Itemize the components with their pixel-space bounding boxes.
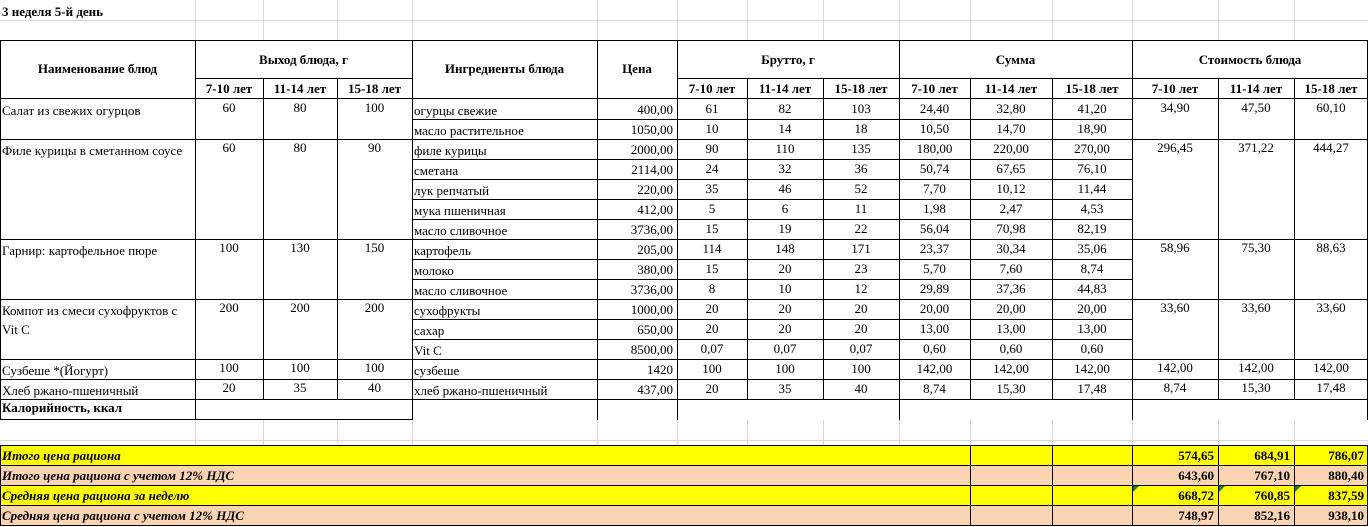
ingredient-brutto[interactable]: 18 xyxy=(854,121,868,136)
gridline xyxy=(1294,420,1295,445)
ingredient-name[interactable]: мука пшеничная xyxy=(414,203,506,218)
dish-cost[interactable]: 15,30 xyxy=(1241,380,1271,395)
ingredient-brutto[interactable]: 12 xyxy=(854,281,868,296)
ingredient-sum[interactable]: 32,80 xyxy=(996,101,1026,116)
grid-border xyxy=(597,40,598,420)
ingredient-brutto[interactable]: 100 xyxy=(851,361,871,376)
totals-label[interactable]: Итого цена рациона xyxy=(2,448,121,463)
header-ingredients[interactable]: Ингредиенты блюда xyxy=(444,61,565,76)
grid-border xyxy=(412,359,1132,360)
ingredient-sum[interactable]: 17,48 xyxy=(1077,381,1107,396)
gridline xyxy=(899,420,900,445)
ingredient-sum[interactable]: 4,53 xyxy=(1080,201,1104,216)
grid-border xyxy=(0,419,412,420)
ingredient-brutto[interactable]: 10 xyxy=(705,121,719,136)
totals-value[interactable]: 837,59 xyxy=(1328,488,1364,503)
header-output-age-2[interactable]: 11-14 лет xyxy=(273,81,327,96)
grid-border xyxy=(412,219,1132,220)
ingredient-brutto[interactable]: 5 xyxy=(708,201,716,216)
ingredient-brutto[interactable]: 52 xyxy=(854,181,868,196)
grid-border xyxy=(412,40,413,420)
header-dish-name[interactable]: Наименование блюд xyxy=(37,61,158,76)
sheet-title[interactable]: 3 неделя 5-й день xyxy=(2,4,104,19)
dish-output[interactable]: 150 xyxy=(364,240,385,255)
grid-border xyxy=(412,139,1132,140)
ingredient-price[interactable]: 205,00 xyxy=(637,242,673,257)
ingredient-sum[interactable]: 70,98 xyxy=(996,221,1026,236)
ingredient-brutto[interactable]: 82 xyxy=(778,101,792,116)
ingredient-price[interactable]: 380,00 xyxy=(637,262,673,277)
dish-output[interactable]: 80 xyxy=(293,100,307,115)
grid-border xyxy=(1132,139,1368,140)
grid-border xyxy=(1132,379,1368,380)
dish-cost[interactable]: 444,27 xyxy=(1313,140,1349,155)
ingredient-brutto[interactable]: 40 xyxy=(854,381,868,396)
header-output-age-3[interactable]: 15-18 лет xyxy=(347,81,402,96)
ingredient-sum[interactable]: 14,70 xyxy=(996,121,1026,136)
dish-cost[interactable]: 60,10 xyxy=(1316,100,1346,115)
ingredient-name[interactable]: картофель xyxy=(414,243,471,258)
ingredient-price[interactable]: 2000,00 xyxy=(630,142,673,157)
ingredient-brutto[interactable]: 114 xyxy=(702,241,722,256)
grid-border xyxy=(1132,359,1368,360)
dish-output[interactable]: 35 xyxy=(293,380,307,395)
ingredient-name[interactable]: Vit C xyxy=(414,343,442,358)
ingredient-sum[interactable]: 142,00 xyxy=(916,361,953,376)
grid-border xyxy=(0,485,1368,486)
header-sum-age-2[interactable]: 11-14 лет xyxy=(984,81,1038,96)
totals-value[interactable]: 748,97 xyxy=(1178,508,1214,523)
ingredient-sum[interactable]: 18,90 xyxy=(1077,121,1107,136)
header-brutto[interactable]: Брутто, г xyxy=(761,52,815,67)
ingredient-brutto[interactable]: 171 xyxy=(851,241,871,256)
ingredient-name[interactable]: хлеб ржано-пшеничный xyxy=(414,383,548,398)
header-sum[interactable]: Сумма xyxy=(995,52,1036,67)
gridline xyxy=(1132,420,1133,445)
ingredient-sum[interactable]: 20,00 xyxy=(996,301,1026,316)
ingredient-brutto[interactable]: 20 xyxy=(705,301,719,316)
header-cost-age-3[interactable]: 15-18 лет xyxy=(1304,81,1358,96)
ingredient-price[interactable]: 3736,00 xyxy=(630,222,673,237)
ingredient-brutto[interactable]: 20 xyxy=(854,301,868,316)
dish-cost[interactable]: 34,90 xyxy=(1160,100,1190,115)
grid-border xyxy=(195,40,196,420)
ingredient-brutto[interactable]: 0,07 xyxy=(773,341,797,356)
ingredient-brutto[interactable]: 15 xyxy=(705,221,719,236)
grid-border xyxy=(0,139,412,140)
grid-border xyxy=(412,319,1132,320)
ingredient-brutto[interactable]: 20 xyxy=(705,321,719,336)
ingredient-brutto[interactable]: 100 xyxy=(702,361,722,376)
dish-cost[interactable]: 371,22 xyxy=(1238,140,1274,155)
ingredient-sum[interactable]: 24,40 xyxy=(919,101,950,116)
ingredient-sum[interactable]: 20,00 xyxy=(919,301,950,316)
ingredient-price[interactable]: 650,00 xyxy=(637,322,673,337)
ingredient-brutto[interactable]: 0,07 xyxy=(700,341,724,356)
dish-cost[interactable]: 75,30 xyxy=(1241,240,1271,255)
ingredient-sum[interactable]: 10,50 xyxy=(919,121,950,136)
ingredient-brutto[interactable]: 6 xyxy=(781,201,789,216)
gridline xyxy=(1218,420,1219,445)
ingredient-sum[interactable]: 8,74 xyxy=(923,381,946,396)
ingredient-sum[interactable]: 29,89 xyxy=(919,281,950,296)
grid-border xyxy=(412,279,1132,280)
grid-border xyxy=(0,40,1,420)
totals-value[interactable]: 574,65 xyxy=(1178,448,1214,463)
grid-border xyxy=(1132,299,1368,300)
ingredient-sum[interactable]: 67,65 xyxy=(996,161,1026,176)
header-brutto-age-2[interactable]: 11-14 лет xyxy=(758,81,812,96)
ingredient-brutto[interactable]: 11 xyxy=(854,201,868,216)
dish-cost[interactable]: 33,60 xyxy=(1316,300,1346,315)
ingredient-brutto[interactable]: 90 xyxy=(705,141,719,156)
ingredient-brutto[interactable]: 20 xyxy=(854,321,868,336)
ingredient-name[interactable]: сузбеше xyxy=(414,363,460,378)
ingredient-sum[interactable]: 13,00 xyxy=(996,321,1026,336)
ingredient-sum[interactable]: 5,70 xyxy=(923,261,946,276)
ingredient-price[interactable]: 8500,00 xyxy=(630,342,673,357)
ingredient-sum[interactable]: 76,10 xyxy=(1077,161,1107,176)
ingredient-price[interactable]: 400,00 xyxy=(637,102,673,117)
ingredient-name[interactable]: лук репчатый xyxy=(414,183,490,198)
ingredient-sum[interactable]: 56,04 xyxy=(919,221,950,236)
ingredient-brutto[interactable]: 15 xyxy=(705,261,719,276)
dish-output[interactable]: 200 xyxy=(290,300,310,315)
grid-border xyxy=(1132,445,1133,525)
totals-value[interactable]: 938,10 xyxy=(1328,508,1364,523)
totals-value[interactable]: 668,72 xyxy=(1178,488,1214,503)
dish-output[interactable]: 60 xyxy=(222,140,236,155)
ingredient-brutto[interactable]: 103 xyxy=(851,101,871,116)
grid-border xyxy=(412,339,1132,340)
gridline xyxy=(263,420,264,445)
dish-output[interactable]: 200 xyxy=(364,300,385,315)
ingredient-sum[interactable]: 20,00 xyxy=(1077,301,1107,316)
dish-output[interactable]: 40 xyxy=(368,380,381,395)
ingredient-brutto[interactable]: 8 xyxy=(708,281,716,296)
grid-border xyxy=(1132,40,1133,420)
grid-border xyxy=(412,179,1132,180)
ingredient-sum[interactable]: 0,60 xyxy=(1080,341,1104,356)
header-brutto-age-3[interactable]: 15-18 лет xyxy=(834,81,888,96)
grid-border xyxy=(1132,399,1368,400)
gridline xyxy=(412,420,413,445)
ingredient-brutto[interactable]: 35 xyxy=(778,381,792,396)
dish-cost[interactable]: 33,60 xyxy=(1160,300,1190,315)
header-output-age-1[interactable]: 7-10 лет xyxy=(205,81,253,96)
ingredient-brutto[interactable]: 46 xyxy=(778,181,792,196)
gridline xyxy=(195,420,196,445)
ingredient-sum[interactable]: 1,98 xyxy=(923,201,946,216)
ingredient-price[interactable]: 220,00 xyxy=(637,182,673,197)
dish-output[interactable]: 100 xyxy=(219,240,239,255)
ingredient-sum[interactable]: 220,00 xyxy=(993,141,1029,156)
ingredient-brutto[interactable]: 0,07 xyxy=(849,341,873,356)
ingredient-sum[interactable]: 0,60 xyxy=(923,341,946,356)
dish-name[interactable]: Хлеб ржано-пшеничный xyxy=(2,383,139,398)
ingredient-brutto[interactable]: 14 xyxy=(778,121,792,136)
ingredient-sum[interactable]: 15,30 xyxy=(996,381,1026,396)
ingredient-brutto[interactable]: 22 xyxy=(854,221,868,236)
header-output[interactable]: Выход блюда, г xyxy=(259,52,348,67)
dish-cost[interactable]: 33,60 xyxy=(1241,300,1271,315)
totals-value[interactable]: 880,40 xyxy=(1328,468,1364,483)
gridline xyxy=(970,420,971,445)
ingredient-sum[interactable]: 7,60 xyxy=(999,261,1023,276)
dish-output[interactable]: 100 xyxy=(290,360,310,375)
ingredient-sum[interactable]: 13,00 xyxy=(1077,321,1107,336)
grid-border xyxy=(412,199,1132,200)
grid-border xyxy=(0,445,1368,446)
gridline xyxy=(597,420,598,445)
dish-name[interactable]: Филе курицы в сметанном соусе xyxy=(2,143,183,158)
totals-value[interactable]: 852,16 xyxy=(1254,508,1290,523)
ingredient-sum[interactable]: 35,06 xyxy=(1077,241,1107,256)
ingredient-brutto[interactable]: 20 xyxy=(778,261,792,276)
ingredient-brutto[interactable]: 148 xyxy=(775,241,795,256)
totals-label[interactable]: Средняя цена рациона за неделю xyxy=(2,488,190,503)
header-cost-age-2[interactable]: 11-14 лет xyxy=(1229,81,1283,96)
dish-cost[interactable]: 8,74 xyxy=(1163,380,1187,395)
dish-cost[interactable]: 17,48 xyxy=(1316,380,1346,395)
ingredient-price[interactable]: 1420 xyxy=(647,362,673,377)
header-cost[interactable]: Стоимость блюда xyxy=(1198,52,1302,67)
ingredient-brutto[interactable]: 100 xyxy=(775,361,795,376)
grid-border xyxy=(1218,445,1219,525)
ingredient-sum[interactable]: 2,47 xyxy=(999,201,1023,216)
dish-output[interactable]: 130 xyxy=(290,240,310,255)
ingredient-brutto[interactable]: 20 xyxy=(705,381,719,396)
header-sum-age-1[interactable]: 7-10 лет xyxy=(911,81,958,96)
ingredient-brutto[interactable]: 36 xyxy=(854,161,868,176)
ingredient-sum[interactable]: 44,83 xyxy=(1077,281,1107,296)
header-brutto-age-1[interactable]: 7-10 лет xyxy=(688,81,736,96)
dish-output[interactable]: 80 xyxy=(293,140,307,155)
ingredient-name[interactable]: сахар xyxy=(414,323,445,338)
ingredient-price[interactable]: 1000,00 xyxy=(630,302,673,317)
ingredient-name[interactable]: масло сливочное xyxy=(414,283,508,298)
header-sum-age-3[interactable]: 15-18 лет xyxy=(1065,81,1119,96)
grid-border xyxy=(412,159,1132,160)
ingredient-brutto[interactable]: 20 xyxy=(778,301,792,316)
calories-label[interactable]: Калорийность, ккал xyxy=(2,400,123,415)
dish-name[interactable]: Сузбеше *(Йогурт) xyxy=(2,363,109,378)
ingredient-brutto[interactable]: 23 xyxy=(854,261,868,276)
grid-border xyxy=(0,379,412,380)
totals-value[interactable]: 760,85 xyxy=(1254,488,1290,503)
grid-border xyxy=(195,78,412,79)
ingredient-price[interactable]: 3736,00 xyxy=(630,282,673,297)
ingredient-price[interactable]: 1050,00 xyxy=(630,122,673,137)
grid-border xyxy=(0,445,1,525)
ingredient-price[interactable]: 2114,00 xyxy=(631,162,673,177)
dish-output[interactable]: 200 xyxy=(219,300,239,315)
ingredient-sum[interactable]: 82,19 xyxy=(1077,221,1107,236)
grid-border xyxy=(412,299,1132,300)
ingredient-sum[interactable]: 11,44 xyxy=(1077,181,1107,196)
grid-border xyxy=(412,399,1132,400)
totals-value[interactable]: 786,07 xyxy=(1328,448,1364,463)
ingredient-brutto[interactable]: 110 xyxy=(775,141,795,156)
ingredient-brutto[interactable]: 10 xyxy=(778,281,792,296)
dish-name[interactable]: Салат из свежих огурцов xyxy=(2,103,141,118)
totals-value[interactable]: 767,10 xyxy=(1254,468,1290,483)
ingredient-name[interactable]: филе курицы xyxy=(414,143,487,158)
ingredient-sum[interactable]: 41,20 xyxy=(1077,101,1107,116)
ingredient-name[interactable]: молоко xyxy=(414,263,454,278)
grid-border xyxy=(0,465,1368,466)
dish-name[interactable]: Компот из смеси сухофруктов с Vit C xyxy=(2,303,178,337)
ingredient-sum[interactable]: 50,74 xyxy=(919,161,950,176)
dish-name[interactable]: Гарнир: картофельное пюре xyxy=(2,243,158,258)
grid-border xyxy=(0,40,1368,41)
totals-value[interactable]: 643,60 xyxy=(1178,468,1214,483)
gridline xyxy=(0,440,1368,441)
grid-border xyxy=(0,359,412,360)
dish-cost[interactable]: 88,63 xyxy=(1316,240,1346,255)
grid-border xyxy=(677,40,678,420)
ingredient-sum[interactable]: 142,00 xyxy=(1074,361,1110,376)
ingredient-sum[interactable]: 180,00 xyxy=(916,141,953,156)
ingredient-name[interactable]: сметана xyxy=(414,163,459,178)
header-cost-age-1[interactable]: 7-10 лет xyxy=(1151,81,1199,96)
ingredient-price[interactable]: 412,00 xyxy=(637,202,673,217)
dish-cost[interactable]: 47,50 xyxy=(1241,100,1271,115)
totals-label[interactable]: Итого цена рациона с учетом 12% НДС xyxy=(2,468,235,483)
header-price[interactable]: Цена xyxy=(622,61,652,76)
dish-cost[interactable]: 296,45 xyxy=(1157,140,1193,155)
ingredient-sum[interactable]: 13,00 xyxy=(919,321,950,336)
totals-label[interactable]: Средняя цена рациона с учетом 12% НДС xyxy=(2,508,244,523)
grid-border xyxy=(412,239,1132,240)
ingredient-brutto[interactable]: 20 xyxy=(778,321,792,336)
ingredient-brutto[interactable]: 135 xyxy=(851,141,871,156)
ingredient-brutto[interactable]: 32 xyxy=(778,161,792,176)
ingredient-brutto[interactable]: 19 xyxy=(778,221,792,236)
gridline xyxy=(337,420,338,445)
dish-output[interactable]: 90 xyxy=(368,140,381,155)
grid-border xyxy=(677,78,1368,79)
grid-border xyxy=(412,259,1132,260)
ingredient-sum[interactable]: 270,00 xyxy=(1074,141,1110,156)
ingredient-sum[interactable]: 7,70 xyxy=(923,181,946,196)
grid-border xyxy=(412,379,1132,380)
totals-value[interactable]: 684,91 xyxy=(1254,448,1290,463)
ingredient-name[interactable]: огурцы свежие xyxy=(414,103,498,118)
grid-border xyxy=(1132,239,1368,240)
dish-cost[interactable]: 142,00 xyxy=(1238,360,1274,375)
dish-cost[interactable]: 142,00 xyxy=(1157,360,1193,375)
dish-output[interactable]: 100 xyxy=(364,360,385,375)
grid-border xyxy=(1052,445,1053,525)
cell-warning-indicator xyxy=(1295,486,1301,492)
gridline xyxy=(677,420,678,445)
ingredient-sum[interactable]: 142,00 xyxy=(993,361,1029,376)
dish-output[interactable]: 100 xyxy=(219,360,239,375)
ingredient-brutto[interactable]: 24 xyxy=(705,161,719,176)
ingredient-name[interactable]: масло растительное xyxy=(414,123,524,138)
grid-border xyxy=(412,119,1132,120)
ingredient-sum[interactable]: 30,34 xyxy=(996,241,1026,256)
ingredient-sum[interactable]: 10,12 xyxy=(996,181,1026,196)
cell-warning-indicator xyxy=(1133,486,1139,492)
cell-warning-indicator xyxy=(1219,486,1225,492)
ingredient-brutto[interactable]: 35 xyxy=(705,181,719,196)
ingredient-name[interactable]: масло сливочное xyxy=(414,223,508,238)
dish-output[interactable]: 100 xyxy=(364,100,385,115)
dish-output[interactable]: 20 xyxy=(222,380,236,395)
ingredient-sum[interactable]: 8,74 xyxy=(1080,261,1104,276)
ingredient-sum[interactable]: 23,37 xyxy=(919,241,950,256)
gridline xyxy=(747,420,748,445)
ingredient-sum[interactable]: 37,36 xyxy=(996,281,1026,296)
ingredient-brutto[interactable]: 61 xyxy=(705,101,719,116)
grid-border xyxy=(970,445,971,525)
grid-border xyxy=(0,525,1368,526)
ingredient-price[interactable]: 437,00 xyxy=(637,382,673,397)
gridline xyxy=(823,420,824,445)
grid-border xyxy=(0,505,1368,506)
grid-border xyxy=(1294,445,1295,525)
grid-border xyxy=(0,239,412,240)
ingredient-sum[interactable]: 0,60 xyxy=(999,341,1023,356)
grid-border xyxy=(899,40,900,420)
dish-cost[interactable]: 58,96 xyxy=(1160,240,1190,255)
grid-border xyxy=(0,399,412,400)
gridline xyxy=(1052,420,1053,445)
dish-output[interactable]: 60 xyxy=(222,100,236,115)
dish-cost[interactable]: 142,00 xyxy=(1313,360,1349,375)
grid-border xyxy=(0,299,412,300)
grid-border xyxy=(0,98,1368,99)
ingredient-name[interactable]: сухофрукты xyxy=(414,303,481,318)
